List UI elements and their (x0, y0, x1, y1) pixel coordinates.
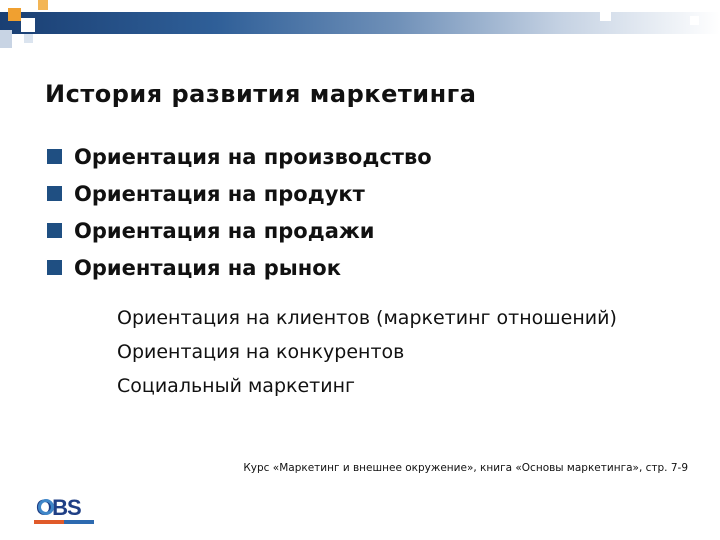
bullet-item (47, 212, 432, 249)
decorative-square (600, 10, 611, 21)
square-bullet-icon (47, 223, 62, 238)
bullet-text: Ориентация на рынок (74, 255, 341, 280)
sub-item: Ориентация на конкурентов (117, 341, 405, 363)
square-bullet-icon (47, 149, 62, 164)
sub-item: Ориентация на клиентов (маркетинг отношений) (117, 307, 617, 329)
bullet-text: Ориентация на производство (74, 144, 432, 169)
bullet-list (47, 138, 432, 286)
sub-item: Социальный маркетинг (117, 375, 355, 397)
sub-item-list (117, 301, 617, 403)
decorative-square (8, 8, 21, 21)
decorative-square (24, 34, 33, 43)
logo-ring-icon (38, 499, 54, 515)
header-gradient-band (0, 12, 720, 34)
decorative-square (0, 30, 12, 48)
bullet-text: Ориентация на продажи (74, 218, 375, 243)
source-footnote: Курс «Маркетинг и внешнее окружение», книга «Основы маркетинга», стр. 7-9 (243, 462, 688, 474)
decorative-square (38, 0, 48, 10)
logo-text: OBS (36, 495, 81, 520)
decorative-square (21, 18, 35, 32)
square-bullet-icon (47, 186, 62, 201)
logo-underline (34, 520, 94, 524)
decorative-square (690, 16, 699, 25)
square-bullet-icon (47, 260, 62, 275)
slide-title: История развития маркетинга (45, 80, 477, 108)
obs-logo (32, 496, 94, 528)
bullet-item (47, 138, 432, 175)
bullet-text: Ориентация на продукт (74, 181, 365, 206)
bullet-item (47, 175, 432, 212)
bullet-item (47, 249, 432, 286)
